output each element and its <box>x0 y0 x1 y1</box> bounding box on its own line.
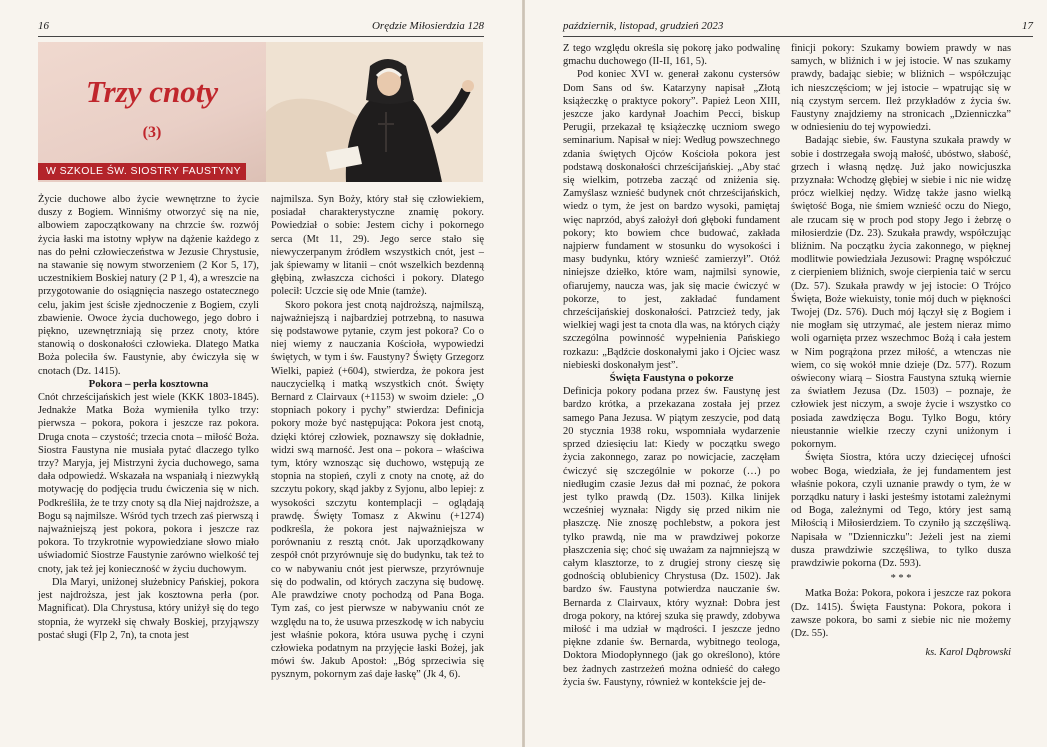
right-column-1 <box>563 42 780 689</box>
page-number: 16 <box>38 20 49 32</box>
paragraph: finicji pokory: Szukamy bowiem prawdy w nas samych, w bliźnich i w jej istocie. W nas szukamy prawdy, badając siebie; w bliźnich – współczując ich nieszczęściom; w jej istocie – wpatrując się w nią czystym sercem. Ileż przykładów z życia św. Faustyny znajdziemy na stronicach „Dzienniczka” w odniesieniu do tej wypowiedzi. <box>791 43 1011 134</box>
paragraph: Pod koniec XVI w. generał zakonu cystersów Dom Sans od św. Katarzyny napisał „Złotą książeczkę o praktyce pokory”. Papież Leon XIII, jeszcze jako kardynał Joachim Pecci, biskup Perugii, przekazał tę książeczkę uczniom swego seminarium. Napisał w niej: Według powszechnego zdania świętych Ojców Kościoła pokora jest podstawą doskonałości chrześcijańskiej. „Aby stać się wielkim, potrzeba zacząć od zniżenia się. Zamyślasz wznieść budynek cnót chrześcijańskich, wiedz o tym, że jest on bardzo wysoki, pamiętaj więc naprzód, abyś założył doń głęboki fundament pokory; kto bowiem chce budować, zakłada najpierw fundament w stosunku do wysokości i masy budynku, który wznieść zamierzył”. Otóż niniejsze dziełko, które wam, najmilsi synowie, ofiarujemy, naucza was, jak się macie ćwiczyć w pokorze, to jest, zakładać fundament chrześcijańskiej doskonałości. Patrzcież tedy, jak wielkiej wagi jest ta cnota dla was, na których ciąży szczególna powinność wypełnienia Pańskiego rozkazu: „Bądźcie doskonałymi jako i Ojciec wasz niebieski doskonałym jest”. <box>563 69 780 371</box>
paragraph: Święta Siostra, która uczy dziecięcej ufności wobec Boga, wiedziała, że jej fundamentem jest właśnie pokora, czyli uznanie prawdy o tym, że w porządku natury i łaski jesteśmy istotami zależnymi od Boga, zależnymi od Tego, który jest samą Miłością i Miłosierdziem. To czyniło ją szczęśliwą. Napisała w "Dzienniczku": Jeżeli jest na ziemi dusza prawdziwie szczęśliwa, to tylko dusza prawdziwie pokorna (Dz. 593). <box>791 452 1011 569</box>
series-label: W SZKOLE ŚW. SIOSTRY FAUSTYNY <box>38 163 246 180</box>
paragraph: Matka Boża: Pokora, pokora i jeszcze raz pokora (Dz. 1415). Święta Faustyna: Pokora, pokora i zawsze pokora, bo sami z siebie nic nie możemy (Dz. 55). <box>791 588 1011 639</box>
article-banner <box>38 42 266 182</box>
author-signature: ks. Karol Dąbrowski <box>925 647 1011 659</box>
paragraph: najmilsza. Syn Boży, który stał się człowiekiem, posiadał charakterystyczne znamię pokory. Powiedział o sobie: Jestem cichy i pokornego serca (Mt 11, 29). Jego serce stało się niewyczerpanym źródłem wszystkich cnót, jest – jak śpiewamy w litanii – cnót wszelkich bezdenną głębiną, zwłaszcza cichości i pokory. Dlatego polecił: Uczcie się ode Mnie (tamże). <box>271 194 484 298</box>
article-part-number: (3) <box>142 124 162 141</box>
paragraph: Badając siebie, św. Faustyna szukała prawdy w sobie i dostrzegała swoją małość, ubóstwo, słabość, grzech i własną nędzę. Już jako nowicjuszka przyznała: Wchodzę głębiej w siebie i nic nie widzę prócz wielkiej nędzy. Widzę także jasno wielką świętość Boga, nie śmiem wznieść oczu do Niego, ale rzucam się w proch pod stopy Jego i żebrzę o miłosierdzie (Dz. 23). Szukała prawdy, współczując bliźnim. Na początku życia zakonnego, w pięknej modlitwie powiedziała Jezusowi: Pragnę współczuć z cierpieniem bliźnich, swoje cierpienia taić w sercu (Dz. 57). Szukała prawdy w jej istocie: O Trójco Święta, Boże wiekuisty, tonie mój duch w piękności Twojej (Dz. 576). Duch mój łączył się z Bogiem i nie mogłam się utrzymać, ale jestem nieraz mimo woli ogarnięta przez wszechmoc Bożą i cała jestem w Nim pogrążona przez miłość, a wtenczas nie wiem, co się wokół mnie dzieje (Dz. 577). Rozum oświecony wiarą – Siostra Faustyna sztuką wiernie za światłem Jezusa (Dz. 1503) – poznaje, że człowiek jest niczym, a swoje życie i wszystko co posiada zawdzięcza Bogu. Tylko Bogu, który nieustannie wielkie rzeczy czyni uniżonym i pokornym. <box>791 135 1011 451</box>
section-heading: Pokora – perła kosztowna <box>88 377 209 390</box>
header-rule <box>563 36 1033 37</box>
paragraph: Cnót chrześcijańskich jest wiele (KKK 1803-1845). Jednakże Matka Boża wymieniła tylko trzy: pierwsza – pokora, pokora i jeszcze raz pokora. Druga cnota – czystość; trzecia cnota – miłość Boża. Siostra Faustyna nie musiała pytać dlaczego tylko trzy? Maryja, jej Mistrzyni życia duchowego, sama dała odpowiedź. Wskazała na wspaniałą i niezwykłą motywację do podjęcia trudu ćwiczenia się w nich. Podkreśliła, że te trzy cnoty są dla Niej najdroższe, a Bogu są najmilsze. Wśród tych trzech zaś pierwszą i najważniejszą jest pokora, pokora i jeszcze raz pokora. To trzykrotnie wypowiedziane słowo miało uświadomić Siostrze Faustynie zarówno wielkość tej cnoty, jak też jej konieczność w życiu duchowym. <box>38 392 259 575</box>
header-rule <box>38 36 484 37</box>
paragraph: Skoro pokora jest cnotą najdroższą, najmilszą, najważniejszą i najbardziej potrzebną, to nasuwa się podstawowe pytanie, czym jest pokora? Co o niej wiemy z nauczania Kościoła, wypowiedzi świętych, w tym i św. Faustyny? Święty Grzegorz Wielki, papież (+604), stwierdza, że pokora jest nauczycielką i matką wszystkich cnót. Święty Bernard z Clairvaux (+1153) w swoim dziele: „O stopniach pokory i pychy” stwierdza: Definicja pokory może być następująca: Pokora jest cnotą, dzięki której człowiek, poznawszy się dokładnie, widzi swą marność. Jest ona – pokora – właściwa tym, który wznosząc się duchowo, wstępują ze stopnia na stopień, czyli z cnoty na cnotę, aż do szczytu pokory, skąd jakby z Syjonu, albo lepiej: z wysokości szczytu kontemplacji – oglądają prawdę. Święty Tomasz z Akwinu (+1274) podkreśla, że pokora jest najważniejsza w porównaniu z resztą cnót. Jak uporządkowany zespół cnót przyrównuje się do budynku, tak też to co w nabywaniu cnót jest pierwsze, przyrównuje się do podwalin, od których zaczyna się budowę. Ale prawdziwe cnoty pochodzą od Pana Boga. Tym zaś, co jest pierwsze w nabywaniu cnót ze względu na to, że usuwa przeszkodę w ich nabyciu jest właśnie pokora, która usuwa pychę i czyni człowieka podatnym na przyjęcie łaski Bożej, jak mówi św. Jakub Apostoł: „Bóg sprzeciwia się pysznym, pokornym zaś daje łaskę” (Jk 4, 6). <box>271 299 484 681</box>
paragraph: Definicja pokory podana przez św. Faustynę jest bardzo krótka, a przekazana została jej przez samego Pana Jezusa. W piątym zeszycie, pod datą 20 stycznia 1938 roku, wspomniała wydarzenie sprzed dziesięciu lat: Kiedy w początku swego życia zakonnego, zaraz po nowicjacie, zaczęłam ćwiczyć się szczególnie w pokorze (…) po niedługim czasie Jezus dał mi poznać, że pokora jest tylko prawdą (Dz. 1503). Kilka linijek wcześniej wyznała: Nigdy się przed nikim nie płaszczę. Nie znoszę pochlebstw, a pokora jest tylko prawdą, nie ma w prawdziwej pokorze płaszczenia się; choć się uważam za najmniejszą w całym klasztorze, to z drugiej strony cieszę się godnością oblubienicy Chrystusa (Dz. 1502). Jak bardzo św. Faustyna potwierdza nauczanie św. Bernarda z Clairvaux, który wyznał: Dobra jest droga pokory, na której szuka się prawdy, zdobywa miłość i ma udział w mądrości. I jeszcze jedno piękne zdanie św. Bernarda, wybitnego teologa, Doktora Miodopłynnego (jak go określono), które bez żadnych zastrzeżeń można odnieść do całego życia św. Faustyny, również w kontekście jej de- <box>563 386 780 688</box>
running-title: Orędzie Miłosierdzia 128 <box>371 20 484 32</box>
paragraph: Z tego względu określa się pokorę jako podwalinę gmachu duchowego (II-II, 161, 5). <box>563 43 780 68</box>
left-page <box>0 0 522 747</box>
saint-faustina-image <box>266 42 483 182</box>
right-column-2 <box>791 42 1011 659</box>
page-number: 17 <box>1022 20 1033 32</box>
paragraph: Życie duchowe albo życie wewnętrzne to życie duszy z Bogiem. Winniśmy otworzyć się na nie, albowiem zapoczątkowany na chrzcie św. rozwój życia łaski ma istotny wpływ na dążenie każdego z nas do pełni człowieczeństwa w Jezusie Chrystusie, na stawanie się nowym stworzeniem (2 Kor 5, 17), uczestnikiem Boskiej natury (2 P 1, 4), a wreszcie na przygotowanie do osiągnięcia naszego ostatecznego celu, jakim jest ścisłe zjednoczenie z Bogiem, czyli zbawienie. Owoce życia duchowego, jego dobro i piękno, uzewnętrzniają się przez cnoty, które stanowią o doskonałości człowieka. Dlatego Matka Boża poleciła św. Faustynie, aby ćwiczyła się w cnotach (Dz. 1415). <box>38 194 259 377</box>
left-column-2 <box>271 193 484 682</box>
paragraph: Dla Maryi, uniżonej służebnicy Pańskiej, pokora jest najdroższa, jest jak kosztowna perła (por. Magnificat). Dla Chrystusa, który uniżył się do tego stopnia, że wyrzekł się chwały Boskiej, przyjąwszy postać sługi (Flp 2, 7n), ta cnota jest <box>38 576 259 641</box>
left-column-1 <box>38 193 259 642</box>
running-title: październik, listopad, grudzień 2023 <box>563 20 724 32</box>
article-title: Trzy cnoty <box>85 74 219 109</box>
right-page <box>525 0 1047 747</box>
section-heading: Święta Faustyna o pokorze <box>609 372 734 385</box>
section-divider: * * * <box>890 573 912 585</box>
